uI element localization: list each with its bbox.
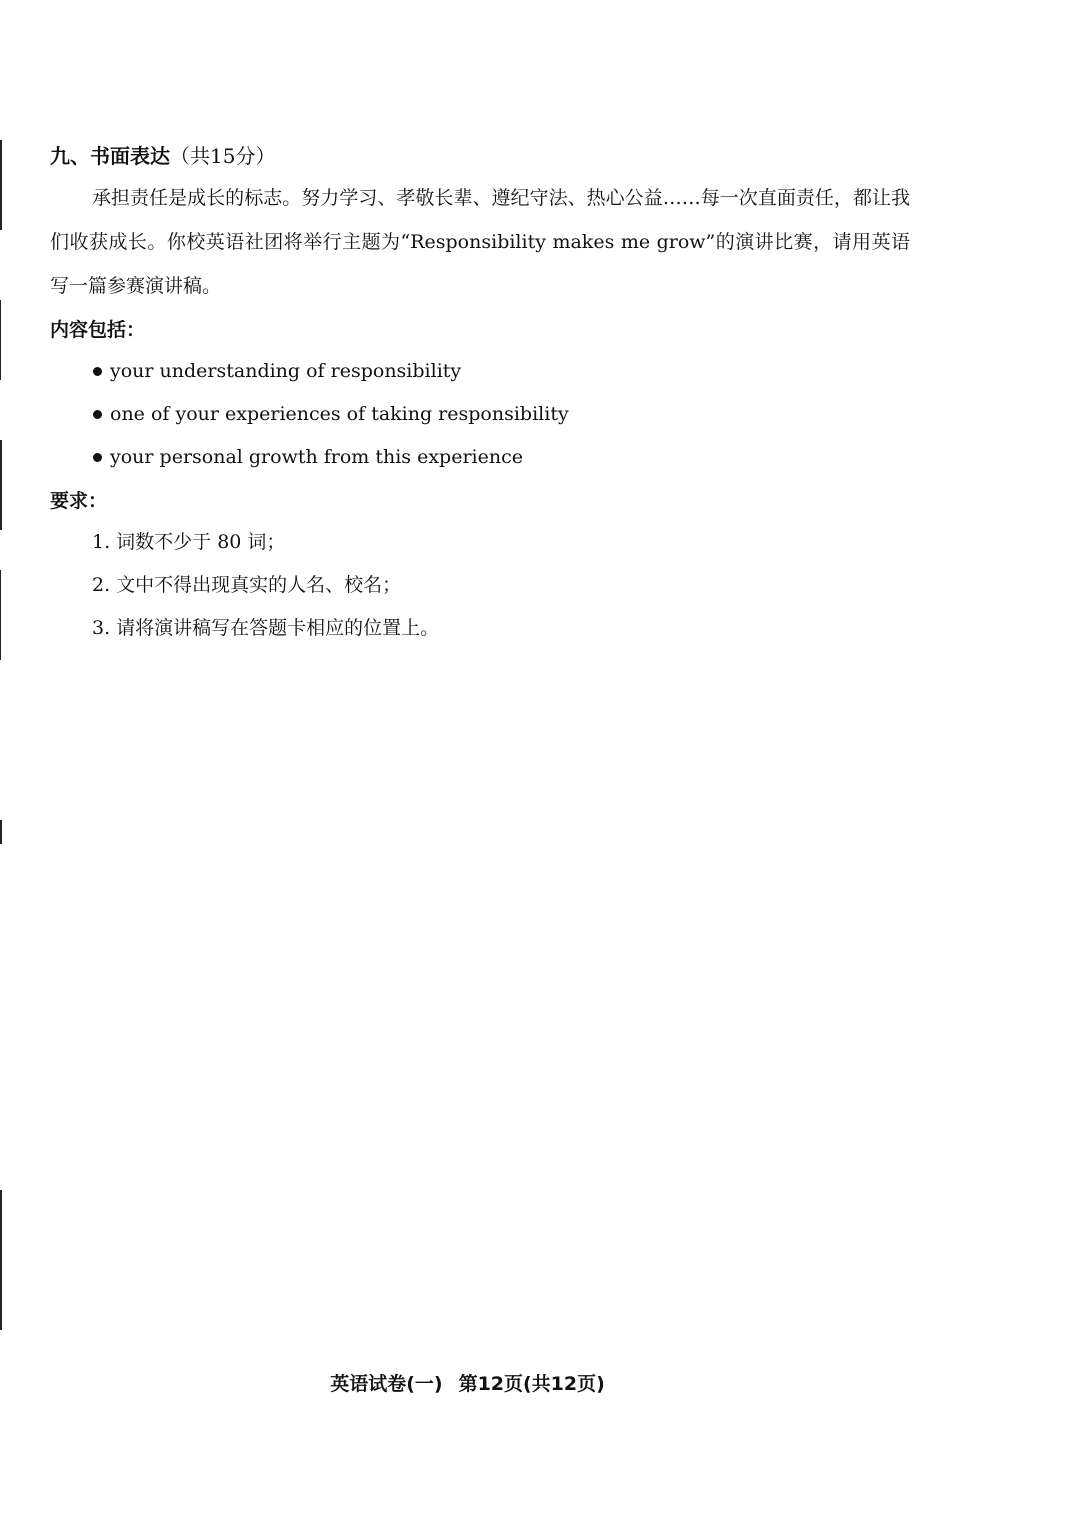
bullet-icon xyxy=(93,453,102,462)
content-point: one of your experiences of taking responsibility xyxy=(110,403,569,425)
writing-prompt: 承担责任是成长的标志。努力学习、孝敬长辈、遵纪守法、热心公益……每一次直面责任，都让我们收获成长。你校英语社团将举行主题为“Responsibility makes me grow”的演讲比赛，请用英语写一篇参赛演讲稿。 xyxy=(50,187,910,297)
list-item xyxy=(50,393,910,436)
list-item: 1. 词数不少于 80 词； xyxy=(92,531,286,553)
content-label: 内容包括： xyxy=(50,319,146,341)
binding-edge-line xyxy=(0,1190,2,1330)
content-list xyxy=(50,350,910,479)
binding-edge-line xyxy=(0,440,2,530)
requirements-label: 要求： xyxy=(50,490,108,512)
list-item: 2. 文中不得出现真实的人名、校名； xyxy=(92,574,402,596)
list-item: 3. 请将演讲稿写在答题卡相应的位置上。 xyxy=(92,617,440,639)
list-item xyxy=(50,436,910,479)
content-point: your personal growth from this experience xyxy=(110,446,523,468)
requirements-list xyxy=(50,521,910,650)
binding-edge-line xyxy=(0,140,2,230)
content-point: your understanding of responsibility xyxy=(110,360,462,382)
writing-section xyxy=(50,140,910,650)
section-score: （共15分） xyxy=(170,144,276,168)
list-item xyxy=(50,350,910,393)
page-number: 第12页(共12页) xyxy=(458,1373,605,1395)
paper-title: 英语试卷(一) xyxy=(330,1373,443,1395)
bullet-icon xyxy=(93,367,102,376)
section-heading xyxy=(50,140,910,172)
binding-edge-line xyxy=(0,570,1,660)
binding-edge-line xyxy=(0,820,2,844)
bullet-icon xyxy=(93,410,102,419)
binding-edge-line xyxy=(0,300,1,380)
page-footer xyxy=(0,1368,935,1400)
section-title: 九、书面表达 xyxy=(50,144,170,168)
